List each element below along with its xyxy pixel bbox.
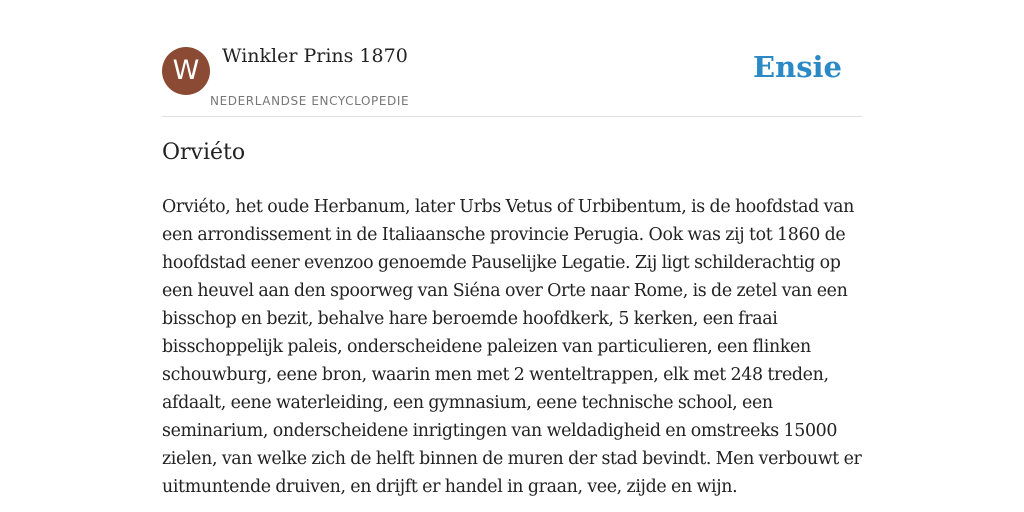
source-avatar[interactable]: W [162, 47, 210, 95]
source-subtitle: NEDERLANDSE ENCYCLOPEDIE [210, 94, 410, 108]
source-title[interactable]: Winkler Prins 1870 [222, 45, 408, 67]
entry-body: Orviéto, het oude Herbanum, later Urbs Vetus of Urbibentum, is de hoofdstad van een arrondissement in de Italiaansche provincie Perugia. Ook was zij tot 1860 de hoofdstad eener evenzoo genoemde Pauselijke Legatie. Zij ligt schilderachtig op een heuvel aan den spoorweg van Siéna over Orte naar Rome, is de zetel van een bisschop en bezit, behalve hare beroemde hoofdkerk, 5 kerken, een fraai bisschoppelijk paleis, onderscheidene paleizen van particulieren, een flinken schouwburg, eene bron, waarin men met 2 wenteltrappen, elk met 248 treden, afdaalt, eene waterleiding, een gymnasium, eene technische school, een seminarium, onderscheidene inrigtingen van weldadigheid en omstreeks 15000 zielen, van welke zich de helft binnen de muren der stad bevindt. Men verbouwt er uitmuntende druiven, en drijft er handel in graan, vee, zijde en wijn. [162, 197, 862, 497]
entry-title: Orviéto [162, 140, 246, 165]
encyclopedia-card [162, 0, 862, 512]
source-header [162, 0, 862, 117]
brand-logo-link[interactable]: Ensie [753, 50, 842, 84]
